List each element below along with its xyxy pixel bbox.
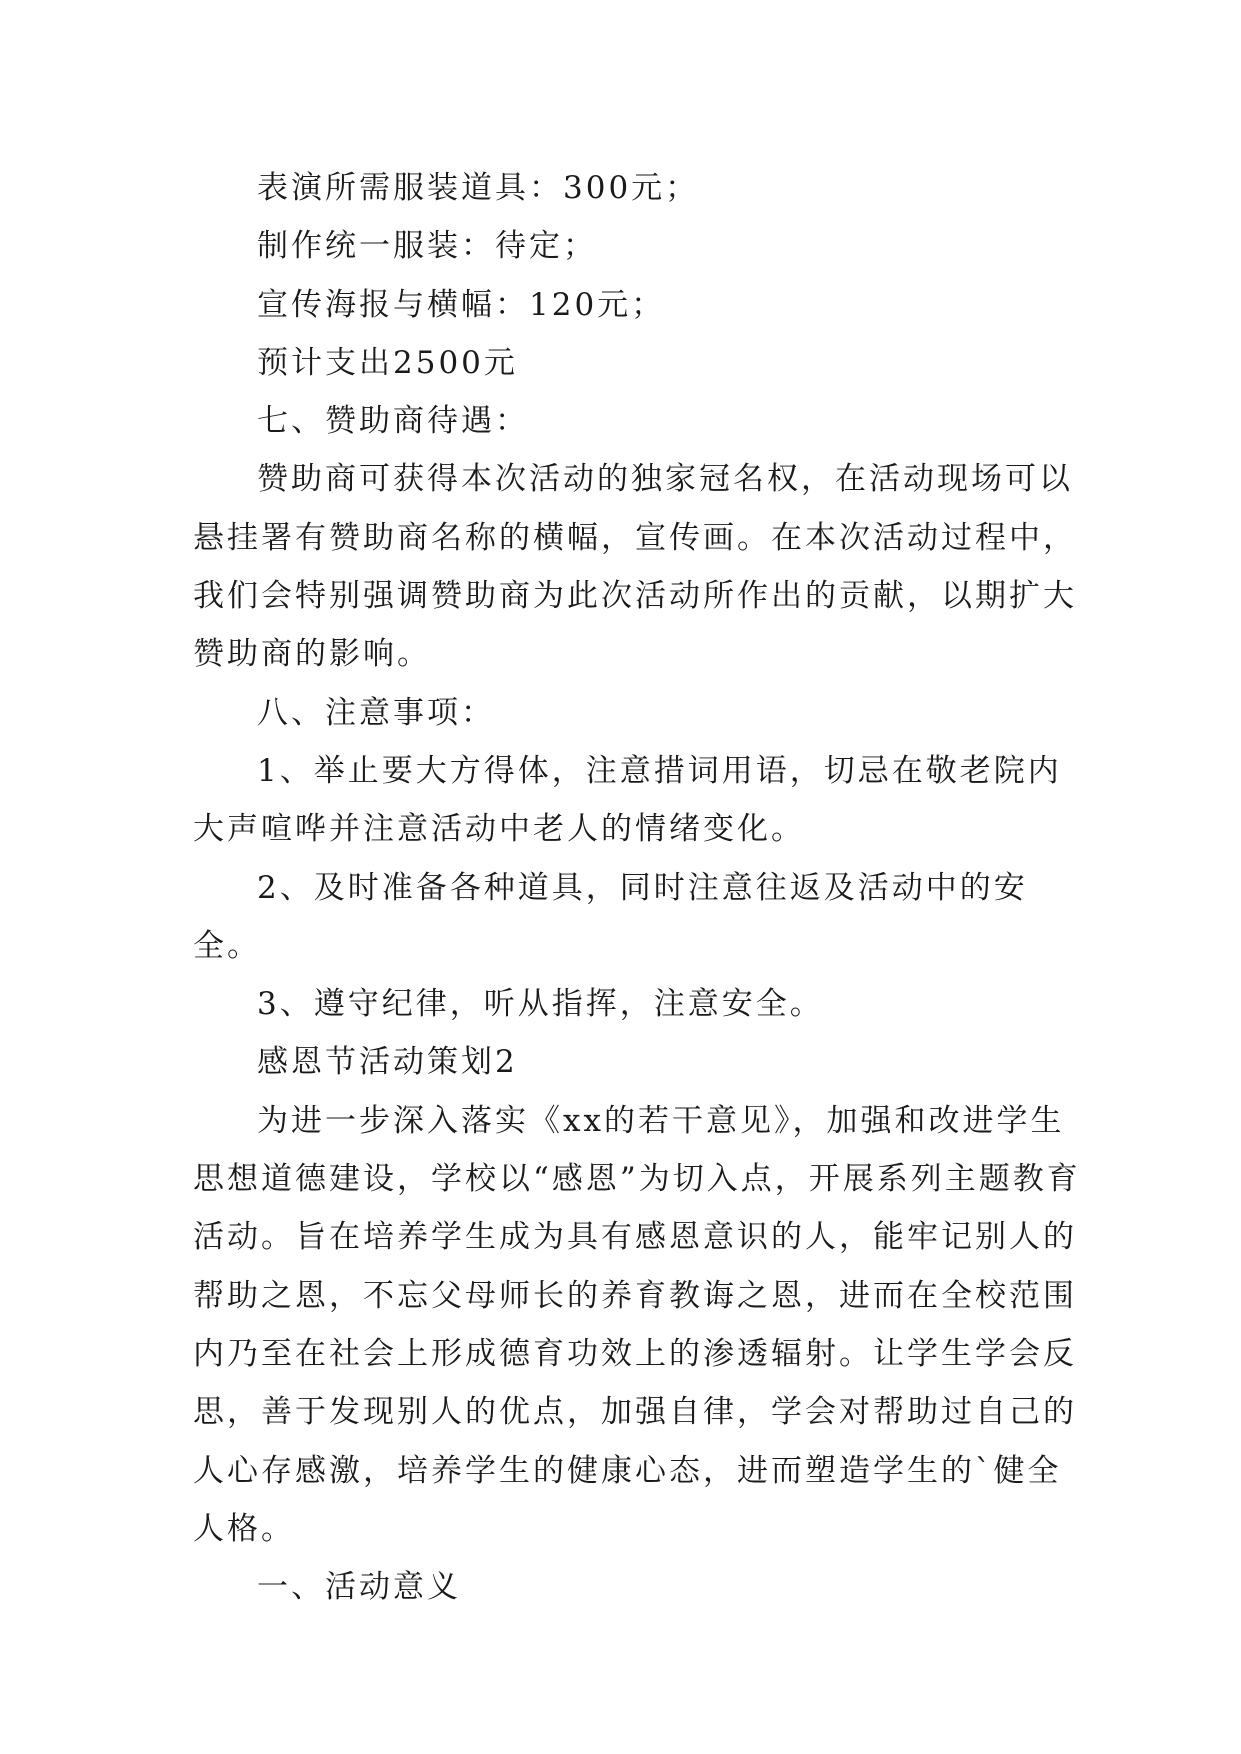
document-subtitle: 感恩节活动策划2 bbox=[257, 1044, 518, 1081]
paragraph-sponsor-benefits: 赞助商可获得本次活动的独家冠名权，在活动现场可以悬挂署有赞助商名称的横幅，宣传画。在本次活动过程中，我们会特别强调赞助商为此次活动所作出的贡献，以期扩大赞助商的影响。 bbox=[193, 461, 1077, 673]
section-heading-activity-significance: 一、活动意义 bbox=[257, 1569, 461, 1606]
section-heading-notes: 八、注意事项： bbox=[257, 694, 495, 731]
document-body bbox=[193, 159, 1083, 1616]
paragraph-uniform-budget: 制作统一服装：待定； bbox=[257, 228, 597, 265]
paragraph-note-1: 1、举止要大方得体，注意措词用语，切忌在敬老院内大声喧哗并注意活动中老人的情绪变化。 bbox=[193, 752, 1062, 848]
section-heading-sponsor-benefits: 七、赞助商待遇： bbox=[257, 403, 529, 440]
paragraph-poster-budget: 宣传海报与横幅：120元； bbox=[257, 286, 666, 323]
paragraph-total-budget: 预计支出2500元 bbox=[257, 344, 518, 381]
paragraph-note-2: 2、及时准备各种道具，同时注意往返及活动中的安全。 bbox=[193, 869, 1028, 964]
paragraph-costume-budget: 表演所需服装道具：300元； bbox=[257, 170, 700, 206]
paragraph-introduction: 为进一步深入落实《xx的若干意见》，加强和改进学生思想道德建设，学校以“感恩”为切入点，开展系列主题教育活动。旨在培养学生成为具有感恩意识的人，能牢记别人的帮助之恩，不忘父母师长的养育教诲之恩，进而在全校范围内乃至在社会上形成德育功效上的渗透辐射。让学生学会反思，善于发现别人的优点，加强自律，学会对帮助过自己的人心存感激，培养学生的健康心态，进而塑造学生的`健全人格。 bbox=[193, 1102, 1081, 1547]
paragraph-note-3: 3、遵守纪律，听从指挥，注意安全。 bbox=[257, 986, 824, 1023]
